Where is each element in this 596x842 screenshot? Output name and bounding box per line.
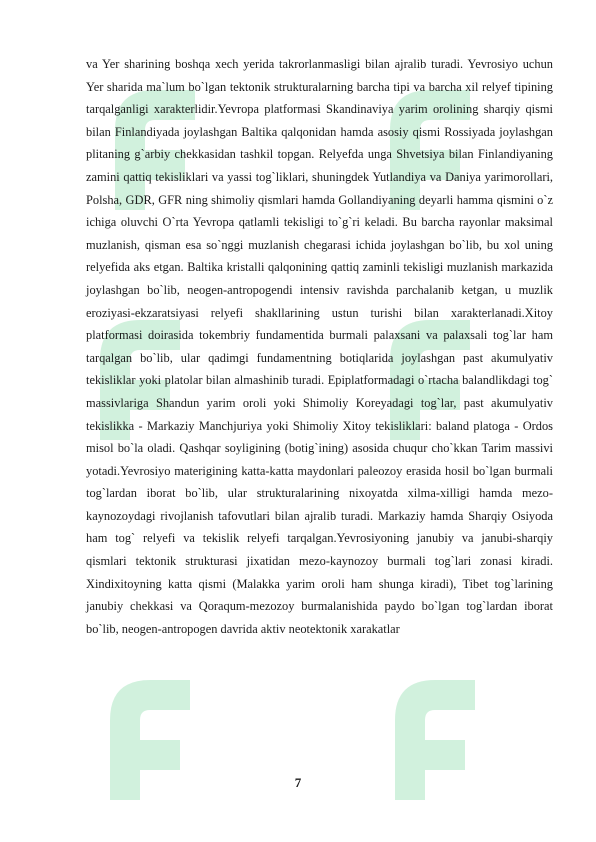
body-paragraph: va Yer sharining boshqa xech yerida takrorlanmasligi bilan ajralib turadi. Yevrosiyo uchun Yer sharida ma`lum bo`lgan tektonik strukturalarning barcha tipi va barcha xil relyef tipining tarqalganligi xarakterlidir.Yevropa platformasi Skandinaviya yarim orolining sharqiy qismi bilan Finlandiyada joylashgan Baltika qalqonidan hamda asosiy qismi Rossiyada joylashgan plitaning g`arbiy chekkasidan tashkil topgan. Relyefda unga Shvetsiya bilan Finlandiyaning zamini qattiq tekisliklari va yassi tog`liklari, shuningdek Yutlandiya va Daniya yarimorollari, Polsha, GDR, GFR ning shimoliy qismlari hamda Gollandiyaning deyarli hamma qismini o`z ichiga oluvchi O`rta Yevropa qatlamli tekisligi to`g`ri keladi. Bu barcha rayonlar maksimal muzlanish, qisman esa so`nggi muzlanish chegarasi ichida joylashgan bo`lib, bu xol uning relyefida aks etgan. Baltika kristalli qalqonining qattiq zaminli tekisligi muzlanish markazida joylashgan bo`lib, neogen-antropogendi intensiv ravishda parchalanib ketgan, u muzlik eroziyasi-ekzaratsiyasi relyefi shakllarining ustun turishi bilan xarakterlanadi.Xitoy platformasi doirasida tokembriy fundamentida burmali palaxsani va palaxsali tog`lar ham tarqalgan bo`lib, ular qadimgi fundamentning botiqlarida joylashgan past akumulyativ tekisliklar yoki platolar bilan almashinib turadi. Epiplatformadagi o`rtacha balandlikdagi tog` massivlariga Shandun yarim oroli yoki Shimoliy Koreyadagi tog`lar, past akumulyativ tekislikka - Markaziy Manchjuriya yoki Shimoliy Xitoy tekisliklari: baland platoga - Ordos misol bo`la oladi. Qashqar soyligining (botig`ining) asosida chuqur cho`kkan Tarim massivi yotadi.Yevrosiyo materigining katta-katta maydonlari paleozoy erasida hosil bo`lgan burmali tog`lardan iborat bo`lib, ular strukturalarining nixoyatda xilma-xilligi hamda mezo-kaynozoydagi rivojlanish tafovutlari bilan ajralib turadi. Markaziy hamda Sharqiy Osiyoda ham tog` relyefi va tekislik relyefi tarqalgan.Yevrosiyoning janubiy va janubi-sharqiy qismlari tektonik strukturasi jixatidan mezo-kaynozoy burmali tog`lari zonasi kiradi. Xindixitoyning katta qismi (Malakka yarim oroli ham shunga kiradi), Tibet tog`larining janubiy chekkasi va Qoraqum-mezozoy burmalanishida paydo bo`lgan tog`lardan iborat bo`lib, neogen-antropogen davrida aktiv neotektonik xarakatlar xyxy=(86,57,553,636)
page-number: 7 xyxy=(294,775,302,790)
